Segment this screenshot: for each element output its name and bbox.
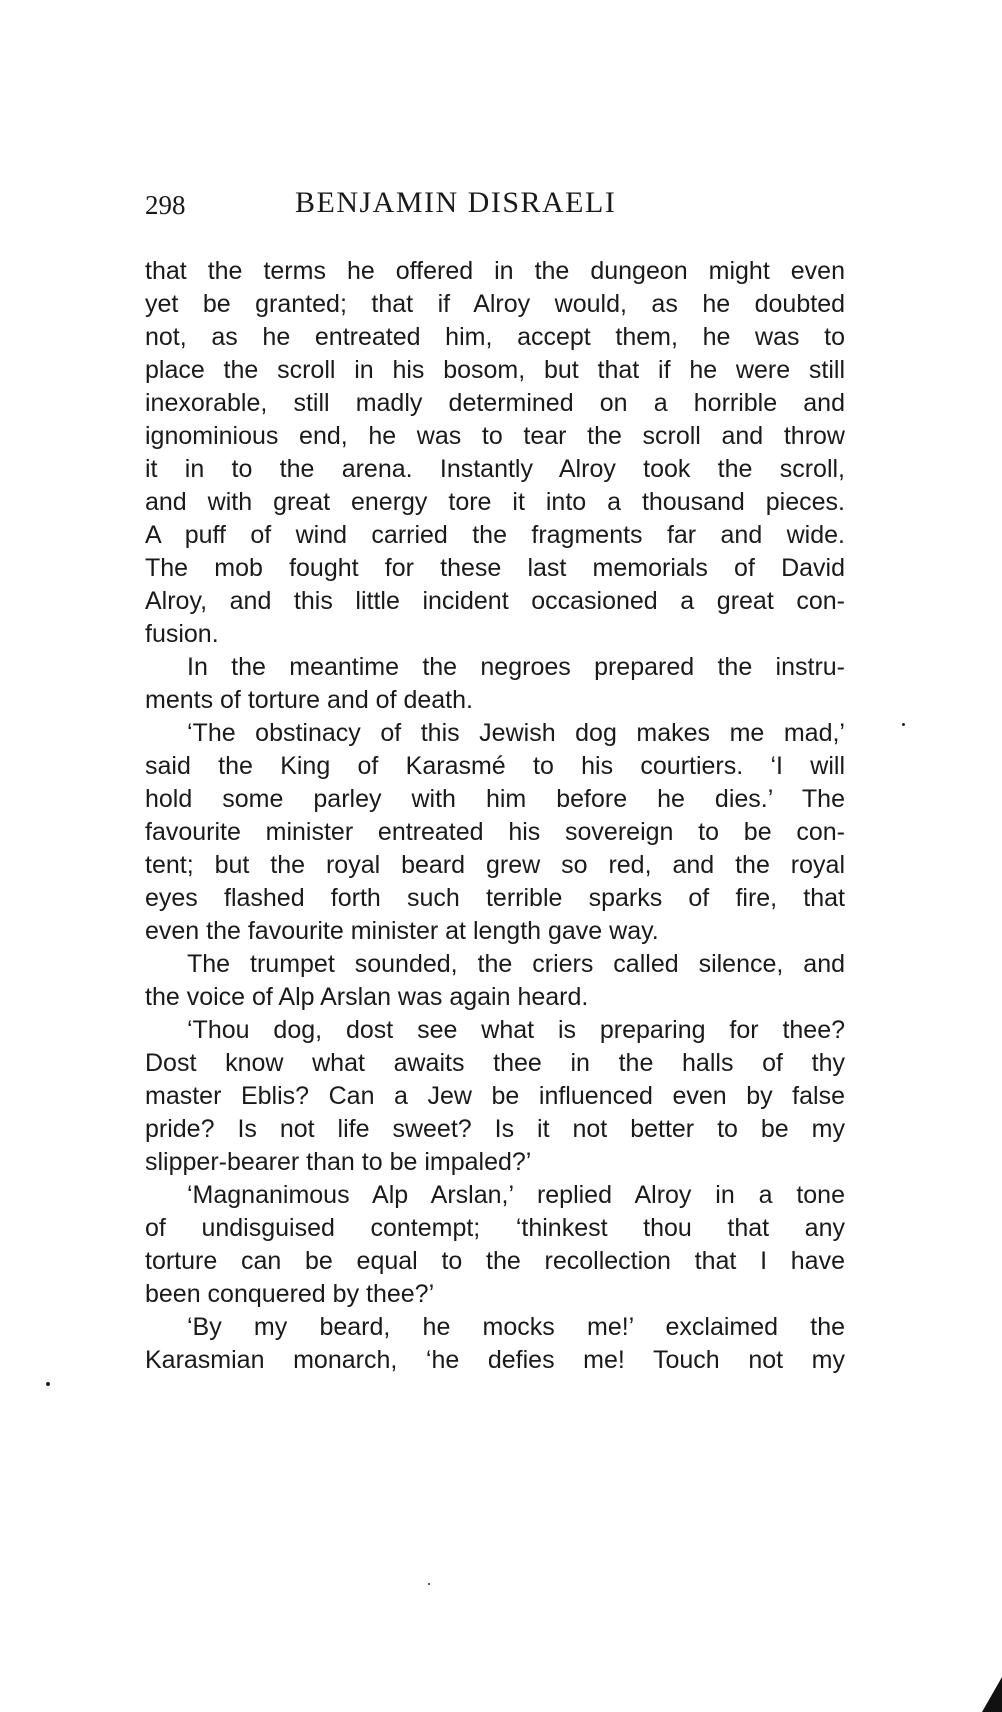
text-line: In the meantime the negroes prepared the instru- (187, 653, 845, 681)
text-line: it in to the arena. Instantly Alroy took the scroll, (145, 455, 845, 483)
text-line: ‘The obstinacy of this Jewish dog makes me mad,’ (187, 719, 845, 747)
text-line: hold some parley with him before he dies.’ The (145, 785, 845, 813)
text-line: not, as he entreated him, accept them, he was to (145, 323, 845, 351)
scan-speck (46, 1382, 50, 1386)
paragraph (145, 651, 845, 717)
text-line: said the King of Karasmé to his courtiers. ‘I will (145, 752, 845, 780)
text-line: even the favourite minister at length gave way. (145, 917, 659, 945)
paragraph (145, 1311, 845, 1377)
text-line: fusion. (145, 620, 219, 648)
text-line: tent; but the royal beard grew so red, and the royal (145, 851, 845, 879)
text-line: pride? Is not life sweet? Is it not better to be my (145, 1115, 845, 1143)
text-line: been conquered by thee?’ (145, 1280, 435, 1308)
text-line: ignominious end, he was to tear the scroll and throw (145, 422, 845, 450)
text-line: Alroy, and this little incident occasioned a great con- (145, 587, 845, 615)
text-line: favourite minister entreated his sovereign to be con- (145, 818, 845, 846)
text-line: of undisguised contempt; ‘thinkest thou that any (145, 1214, 845, 1242)
paragraph (145, 1179, 845, 1311)
page-corner-mark (982, 1677, 1002, 1712)
text-line: master Eblis? Can a Jew be influenced even by false (145, 1082, 845, 1110)
text-line: ‘Magnanimous Alp Arslan,’ replied Alroy in a tone (187, 1181, 845, 1209)
text-line: ments of torture and of death. (145, 686, 473, 714)
text-line: A puff of wind carried the fragments far and wide. (145, 521, 845, 549)
text-line: inexorable, still madly determined on a horrible and (145, 389, 845, 417)
text-line: eyes flashed forth such terrible sparks of fire, that (145, 884, 845, 912)
body-text (145, 255, 845, 1377)
scan-speck (428, 1583, 430, 1585)
text-line: ‘By my beard, he mocks me!’ exclaimed the (187, 1313, 845, 1341)
page-number: 298 (145, 190, 186, 220)
paragraph (145, 1014, 845, 1179)
paragraph (145, 255, 845, 651)
text-line: The trumpet sounded, the criers called silence, and (187, 950, 845, 978)
text-line: Karasmian monarch, ‘he defies me! Touch not my (145, 1346, 845, 1374)
running-head (145, 186, 845, 236)
text-line: the voice of Alp Arslan was again heard. (145, 983, 589, 1011)
scan-speck (902, 723, 905, 726)
text-line: ‘Thou dog, dost see what is preparing for thee? (187, 1016, 845, 1044)
text-line: torture can be equal to the recollection that I have (145, 1247, 845, 1275)
book-title: BENJAMIN DISRAELI (295, 186, 617, 219)
paragraph (145, 717, 845, 948)
text-line: Dost know what awaits thee in the halls of thy (145, 1049, 845, 1077)
paragraph (145, 948, 845, 1014)
text-line: The mob fought for these last memorials of David (145, 554, 845, 582)
text-line: yet be granted; that if Alroy would, as he doubted (145, 290, 845, 318)
text-line: place the scroll in his bosom, but that if he were still (145, 356, 845, 384)
text-line: that the terms he offered in the dungeon might even (145, 257, 845, 285)
text-line: slipper-bearer than to be impaled?’ (145, 1148, 532, 1176)
text-line: and with great energy tore it into a thousand pieces. (145, 488, 845, 516)
